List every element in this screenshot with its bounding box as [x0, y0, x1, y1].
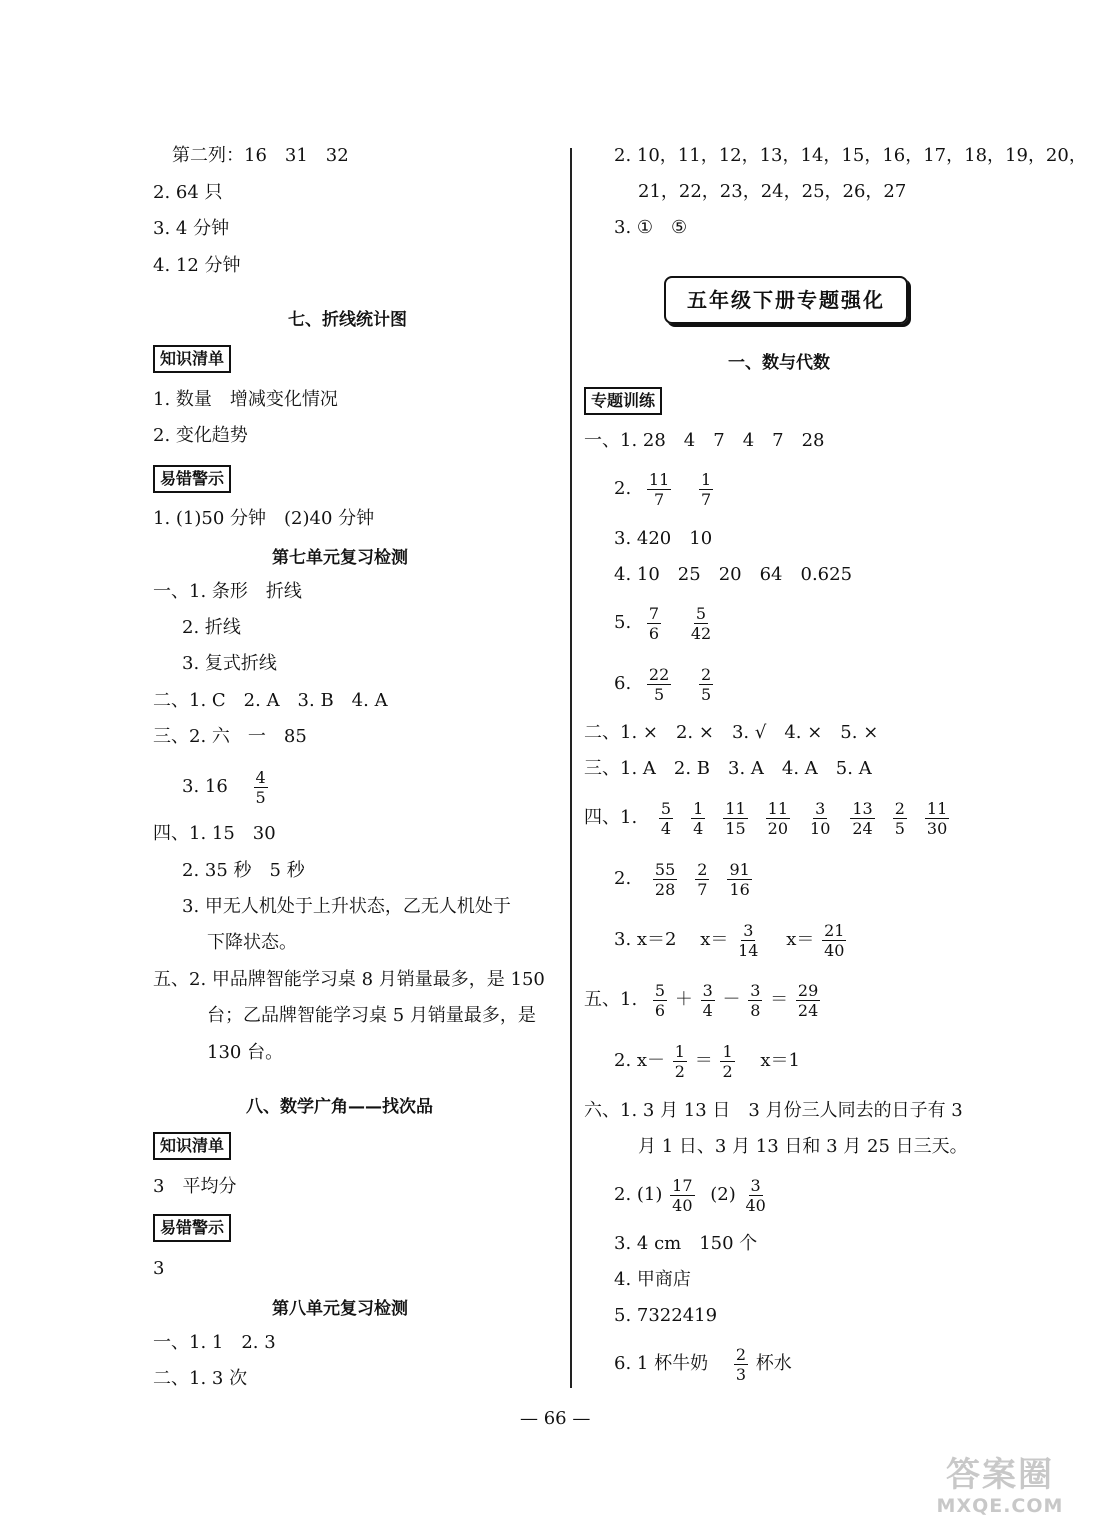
sub-section-heading: 一、数与代数 — [728, 353, 830, 373]
answer-line: 4. 10 25 20 64 0.625 — [614, 564, 853, 585]
section-heading: 七、折线统计图 — [288, 310, 407, 330]
answer-line: 3 平均分 — [153, 1176, 237, 1197]
answer-text: 6. 1 杯牛奶 — [614, 1353, 709, 1374]
fraction: $\frac{5}{6}$ — [654, 980, 666, 1020]
fraction: $\frac{2}{5}$ — [701, 664, 712, 704]
answer-text: x＝ — [786, 929, 815, 950]
answer-line: 1. (1)50 分钟 (2)40 分钟 — [153, 508, 375, 529]
answer-line: 4. 12 分钟 — [153, 255, 241, 276]
fraction: $\frac{11}{30}$ — [926, 798, 948, 838]
fraction: $\frac{13}{24}$ — [852, 798, 873, 838]
answer-line: 五、2. 甲品牌智能学习桌 8 月销量最多，是 150 — [153, 969, 545, 990]
column-divider — [570, 148, 572, 1388]
fraction: $\frac{5}{42}$ — [690, 603, 712, 643]
answer-text: 2. — [614, 868, 632, 889]
operator: ＝ — [770, 989, 789, 1010]
fraction: $\frac{7}{6}$ — [648, 603, 660, 643]
fraction: $\frac{2}{5}$ — [894, 798, 905, 838]
fraction: $\frac{91}{16}$ — [729, 859, 750, 899]
operator: ＋ — [674, 989, 693, 1010]
answer-line: 3. ① ⑤ — [614, 217, 688, 238]
answer-line: 一、1. 28 4 7 4 7 28 — [584, 430, 825, 451]
answer-line: 二、1. × 2. × 3. √ 4. × 5. × — [584, 722, 879, 743]
label-box-error-warning: 易错警示 — [153, 465, 231, 493]
fraction: $\frac{4}{5}$ — [255, 767, 266, 807]
answer-line: 一、1. 条形 折线 — [153, 581, 302, 602]
answer-line: 2. 10，11，12，13，14，15，16，17，18，19，20， — [614, 145, 1087, 166]
answer-line: 21，22，23，24，25，26，27 — [638, 181, 907, 202]
answer-line — [584, 977, 822, 1023]
answer-text: 3. 16 — [182, 776, 228, 797]
answer-line — [614, 856, 754, 902]
fraction: $\frac{3}{14}$ — [738, 920, 759, 960]
answer-line: 下降状态。 — [207, 932, 297, 953]
answer-line: 月 1 日、3 月 13 日和 3 月 25 日三天。 — [638, 1136, 968, 1157]
answer-text: 6. — [614, 673, 632, 694]
fraction: $\frac{17}{40}$ — [672, 1175, 693, 1215]
answer-text: 5. — [614, 612, 632, 633]
answer-text: 五、1. — [584, 989, 638, 1010]
unit-review-heading: 第七单元复习检测 — [272, 548, 408, 568]
label-box-special-training: 专题训练 — [584, 387, 662, 415]
label-box-knowledge: 知识清单 — [153, 345, 231, 373]
answer-line: 一、1. 1 2. 3 — [153, 1332, 276, 1353]
answer-line: 第二列：16 31 32 — [172, 145, 349, 166]
section-heading: 八、数学广角——找次品 — [246, 1097, 433, 1117]
answer-line: 二、1. C 2. A 3. B 4. A — [153, 690, 388, 711]
answer-line: 1. 数量 增减变化情况 — [153, 389, 338, 410]
operator: ＝ — [694, 1050, 713, 1071]
answer-text: 四、1. — [584, 807, 638, 828]
page-number: — 66 — — [520, 1408, 591, 1429]
fraction: $\frac{1}{2}$ — [722, 1041, 733, 1081]
answer-line: 3 — [153, 1258, 165, 1279]
answer-line: 3. 4 cm 150 个 — [614, 1233, 758, 1254]
answer-text: 2. — [614, 478, 632, 499]
answer-line — [614, 917, 848, 963]
answer-text: (2) — [710, 1184, 736, 1205]
operator: － — [722, 989, 741, 1010]
watermark-logo: 答案圈 MXQE.COM — [936, 1455, 1064, 1517]
unit-review-heading: 第八单元复习检测 — [272, 1299, 408, 1319]
fraction: $\frac{22}{5}$ — [648, 664, 670, 704]
answer-line — [614, 466, 715, 512]
fraction: $\frac{1}{4}$ — [693, 798, 704, 838]
answer-line — [614, 661, 715, 707]
answer-line — [614, 1172, 770, 1218]
answer-text: x＝ — [700, 929, 729, 950]
fraction: $\frac{3}{4}$ — [702, 980, 713, 1020]
answer-line: 3. 420 10 — [614, 528, 713, 549]
answer-line — [614, 600, 715, 646]
answer-line: 2. 折线 — [182, 617, 241, 638]
answer-line: 2. 变化趋势 — [153, 425, 248, 446]
fraction: $\frac{3}{8}$ — [750, 980, 761, 1020]
fraction: $\frac{1}{7}$ — [701, 469, 712, 509]
label-box-error-warning: 易错警示 — [153, 1214, 231, 1242]
answer-line: 130 台。 — [207, 1042, 284, 1063]
answer-line — [614, 1038, 800, 1084]
answer-line: 4. 甲商店 — [614, 1269, 691, 1290]
fraction: $\frac{11}{7}$ — [648, 469, 670, 509]
answer-line: 六、1. 3 月 13 日 3 月份三人同去的日子有 3 — [584, 1100, 963, 1121]
answer-line: 2. 35 秒 5 秒 — [182, 860, 305, 881]
fraction: $\frac{21}{40}$ — [824, 920, 845, 960]
fraction: $\frac{55}{28}$ — [654, 859, 676, 899]
label-box-knowledge: 知识清单 — [153, 1132, 231, 1160]
fraction: $\frac{11}{20}$ — [767, 798, 789, 838]
section-title-box: 五年级下册专题强化 — [664, 276, 908, 324]
answer-line: 3. 4 分钟 — [153, 218, 230, 239]
answer-line: 5. 7322419 — [614, 1305, 718, 1326]
answer-line: 三、1. A 2. B 3. A 4. A 5. A — [584, 758, 872, 779]
answer-line: 2. 64 只 — [153, 182, 223, 203]
answer-line: 四、1. 15 30 — [153, 823, 276, 844]
fraction: $\frac{2}{7}$ — [697, 859, 708, 899]
answer-text: 杯水 — [755, 1353, 792, 1374]
answer-line: 3. 甲无人机处于上升状态，乙无人机处于 — [182, 896, 511, 917]
answer-line — [182, 764, 270, 810]
fraction: $\frac{3}{40}$ — [745, 1175, 766, 1215]
answer-line — [584, 795, 951, 841]
answer-text: 3. x＝2 — [614, 929, 677, 950]
answer-line: 三、2. 六 一 85 — [153, 726, 307, 747]
answer-text: 2. (1) — [614, 1184, 663, 1205]
answer-line: 台；乙品牌智能学习桌 5 月销量最多，是 — [207, 1005, 536, 1026]
fraction: $\frac{2}{3}$ — [735, 1344, 746, 1384]
answer-text: 2. x－ — [614, 1050, 666, 1071]
fraction: $\frac{1}{2}$ — [674, 1041, 685, 1081]
answer-line: 二、1. 3 次 — [153, 1368, 248, 1389]
answer-line — [614, 1341, 792, 1387]
answer-line: 3. 复式折线 — [182, 653, 277, 674]
answer-text: x＝1 — [760, 1050, 800, 1071]
fraction: $\frac{5}{4}$ — [660, 798, 672, 838]
fraction: $\frac{29}{24}$ — [797, 980, 819, 1020]
fraction: $\frac{11}{15}$ — [725, 798, 746, 838]
fraction: $\frac{3}{10}$ — [810, 798, 831, 838]
